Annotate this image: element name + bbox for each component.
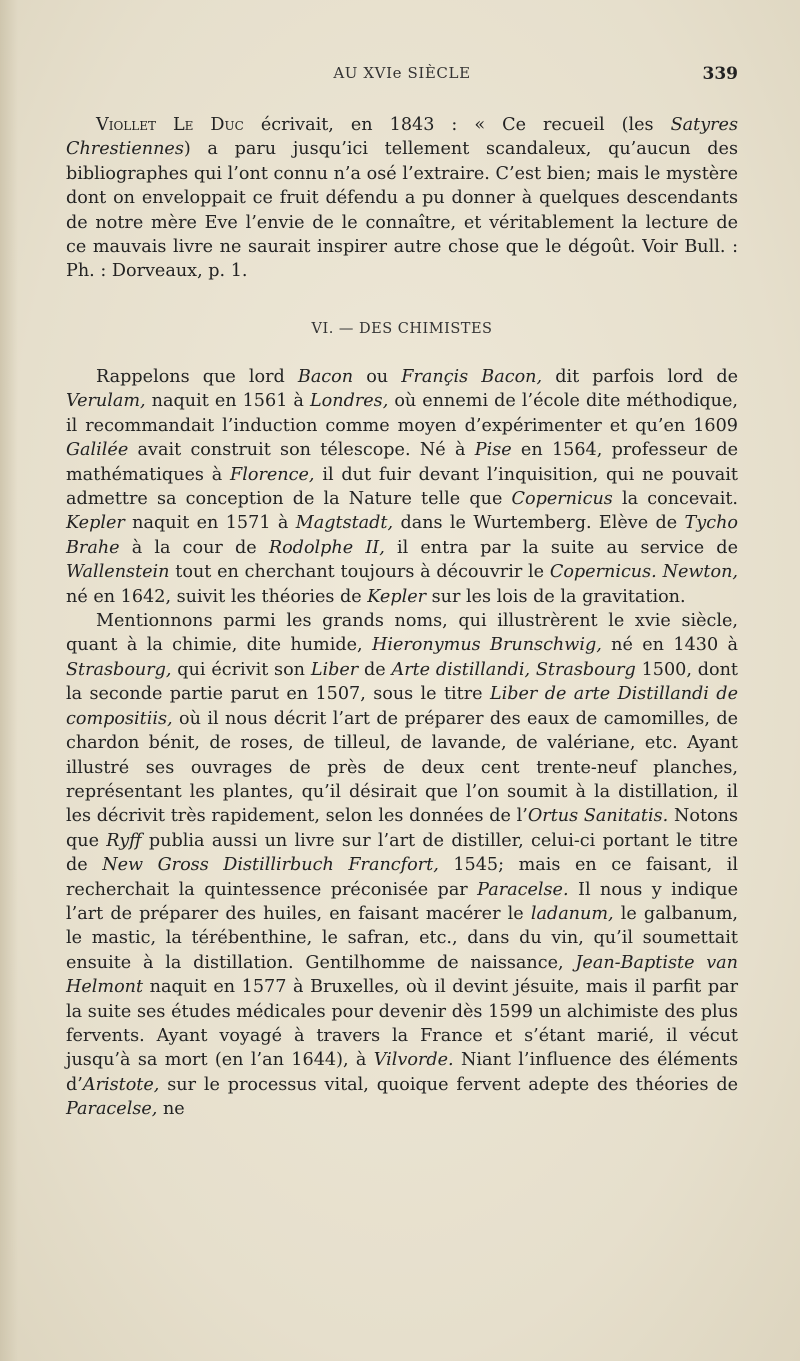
italic-name: Ortus Sanitatis. — [527, 806, 669, 827]
text-segment: avait construit son télescope. Né à — [128, 440, 475, 461]
text-segment: publia aussi un livre sur l’art de distiller, celui-ci portant le titre de — [66, 830, 738, 876]
work-title: Satyres Chrestiennes — [66, 115, 738, 160]
italic-name: Hieronymus Brunschwig, — [371, 635, 602, 656]
text-segment: 1500, dont la seconde partie parut en 1507, sous le titre — [66, 659, 738, 705]
text-segment: Rappelons que lord — [96, 367, 298, 387]
italic-name: Newton, — [662, 562, 739, 583]
text-segment: Il nous y indique l’art de préparer des huiles, en faisant macérer le — [66, 879, 738, 924]
paragraph-distillation — [66, 609, 738, 1122]
text-segment: ou — [353, 367, 402, 387]
text-segment: sur les lois de la gravitation. — [426, 586, 686, 607]
italic-name: Wallenstein — [66, 562, 170, 583]
running-title: AU XVIe SIÈCLE — [333, 64, 471, 82]
text-segment: écrivait, en 1843 : « Ce recueil (les — [243, 115, 671, 135]
text-segment: qui écrivit son — [171, 659, 311, 680]
page-number: 339 — [702, 64, 738, 84]
italic-name: Ryff — [106, 830, 142, 851]
paragraph-viollet-le-duc — [66, 113, 738, 284]
italic-name: Rodolphe II, — [268, 537, 385, 558]
italic-name: Pise — [474, 440, 512, 461]
italic-name: Kepler — [66, 513, 125, 534]
italic-name: Paracelse, — [66, 1099, 158, 1120]
italic-name: Magtstadt, — [295, 513, 394, 534]
italic-name: Jean-Baptiste van Helmont — [66, 952, 738, 998]
paragraph-bacon — [66, 365, 738, 609]
italic-name: Paracelse. — [477, 879, 569, 900]
italic-name: Liber de arte Distillandi de compositiis, — [66, 684, 738, 729]
text-segment: naquit en 1577 à Bruxelles, où il devint jésuite, mais il parfit par la suite ses études médicales pour devenir dès 1599 un alchimiste des plus fervents. Ayant voyagé à travers la France et s’étant marié, il vécut jusqu’à sa mort (en l’an 1644), à — [66, 977, 738, 1071]
italic-name: Vilvorde. — [373, 1050, 454, 1071]
text-segment: ne — [157, 1099, 185, 1120]
section-heading: VI. — DES CHIMISTES — [311, 321, 493, 337]
italic-name: Liber — [310, 659, 359, 680]
text-segment: le galbanum, le mastic, la térébenthine, le safran, etc., dans du vin, qu’il soumettait ensuite à la distillation. Gentilhomme de naissance, — [66, 903, 739, 973]
text-segment: en 1564, professeur de mathématiques à — [66, 440, 738, 485]
italic-name: Londres, — [309, 391, 389, 412]
text-segment: dit parfois lord de — [542, 367, 739, 387]
text-segment: où il nous décrit l’art de préparer des eaux de camomilles, de chardon bénit, de roses, de tilleul, de lavande, de valériane, etc. Ayant illustré ses ouvrages de près de deux cent trente-neuf planches, représentant les plantes, qu’il désirait que l’on soumit à la distillation, il les décrivit très rapidement, selon les données de l’ — [66, 708, 738, 827]
text-segment: Niant l’influence des éléments d’ — [66, 1050, 738, 1095]
text-segment: naquit en 1561 à — [145, 391, 310, 412]
text-segment: il entra par la suite au service de — [384, 537, 738, 558]
italic-name: Florence, — [230, 464, 315, 485]
text-segment: Notons que — [66, 806, 738, 851]
text-segment: il dut fuir devant l’inquisition, qui ne pouvait admettre sa conception de la Nature telle que — [66, 464, 738, 510]
text-segment: Mentionnons parmi les grands noms, qui illustrèrent le xvie siècle, quant à la chimie, dite humide, — [66, 611, 738, 656]
italic-name: Galilée — [66, 440, 129, 461]
text-segment: sur le processus vital, quoique fervent adepte des théories de — [159, 1074, 738, 1095]
italic-name: New Gross Distillirbuch Francfort, — [102, 855, 439, 876]
text-segment: tout en cherchant toujours à découvrir le — [169, 562, 550, 583]
text-segment: à la cour de — [119, 537, 269, 558]
text-segment: ) a paru jusqu’ici tellement scandaleux, qu’aucun des bibliographes qui l’ont connu n’a osé l’extraire. C’est bien; mais le mystère dont on enveloppait ce fruit défendu a pu donner à quelques descendants de notre mère Eve l’envie de le connaître, et véritablement la lecture de ce mauvais livre ne saurait inspirer autre chose que le dégoût. Voir Bull. : Ph. : Dorveaux, p. 1. — [66, 139, 738, 282]
text-segment: la concevait. — [612, 489, 739, 510]
italic-name: Verulam, — [66, 391, 146, 412]
italic-name: Copernicus. — [549, 562, 657, 583]
italic-name: Strasbourg, — [66, 659, 172, 680]
italic-name: Françis Bacon, — [401, 367, 543, 387]
section-body — [66, 365, 738, 1122]
text-segment: de — [358, 659, 392, 680]
italic-name: Arte distillandi, Strasbourg — [391, 659, 636, 680]
text-segment: 1545; mais en ce faisant, il recherchait la quintessence préconisée par — [66, 855, 738, 900]
italic-name: Copernicus — [511, 489, 613, 510]
running-head — [66, 64, 738, 88]
italic-name: Bacon — [297, 367, 354, 387]
italic-name: Tycho Brahe — [66, 513, 738, 558]
italic-name: Aristote, — [82, 1074, 160, 1095]
italic-name: Kepler — [367, 586, 427, 607]
text-segment: né en 1642, suivit les théories de — [66, 586, 368, 607]
author-name: Viollet Le Duc — [96, 115, 244, 135]
text-segment: où ennemi de l’école dite méthodique, il recommandait l’induction comme moyen d’expérimenter et qu’en 1609 — [66, 391, 738, 436]
italic-name: ladanum, — [530, 903, 614, 924]
page-gutter-shadow — [0, 0, 18, 1361]
text-segment: dans le Wurtemberg. Elève de — [393, 513, 685, 534]
text-segment: naquit en 1571 à — [124, 513, 296, 534]
text-segment: né en 1430 à — [601, 635, 738, 656]
